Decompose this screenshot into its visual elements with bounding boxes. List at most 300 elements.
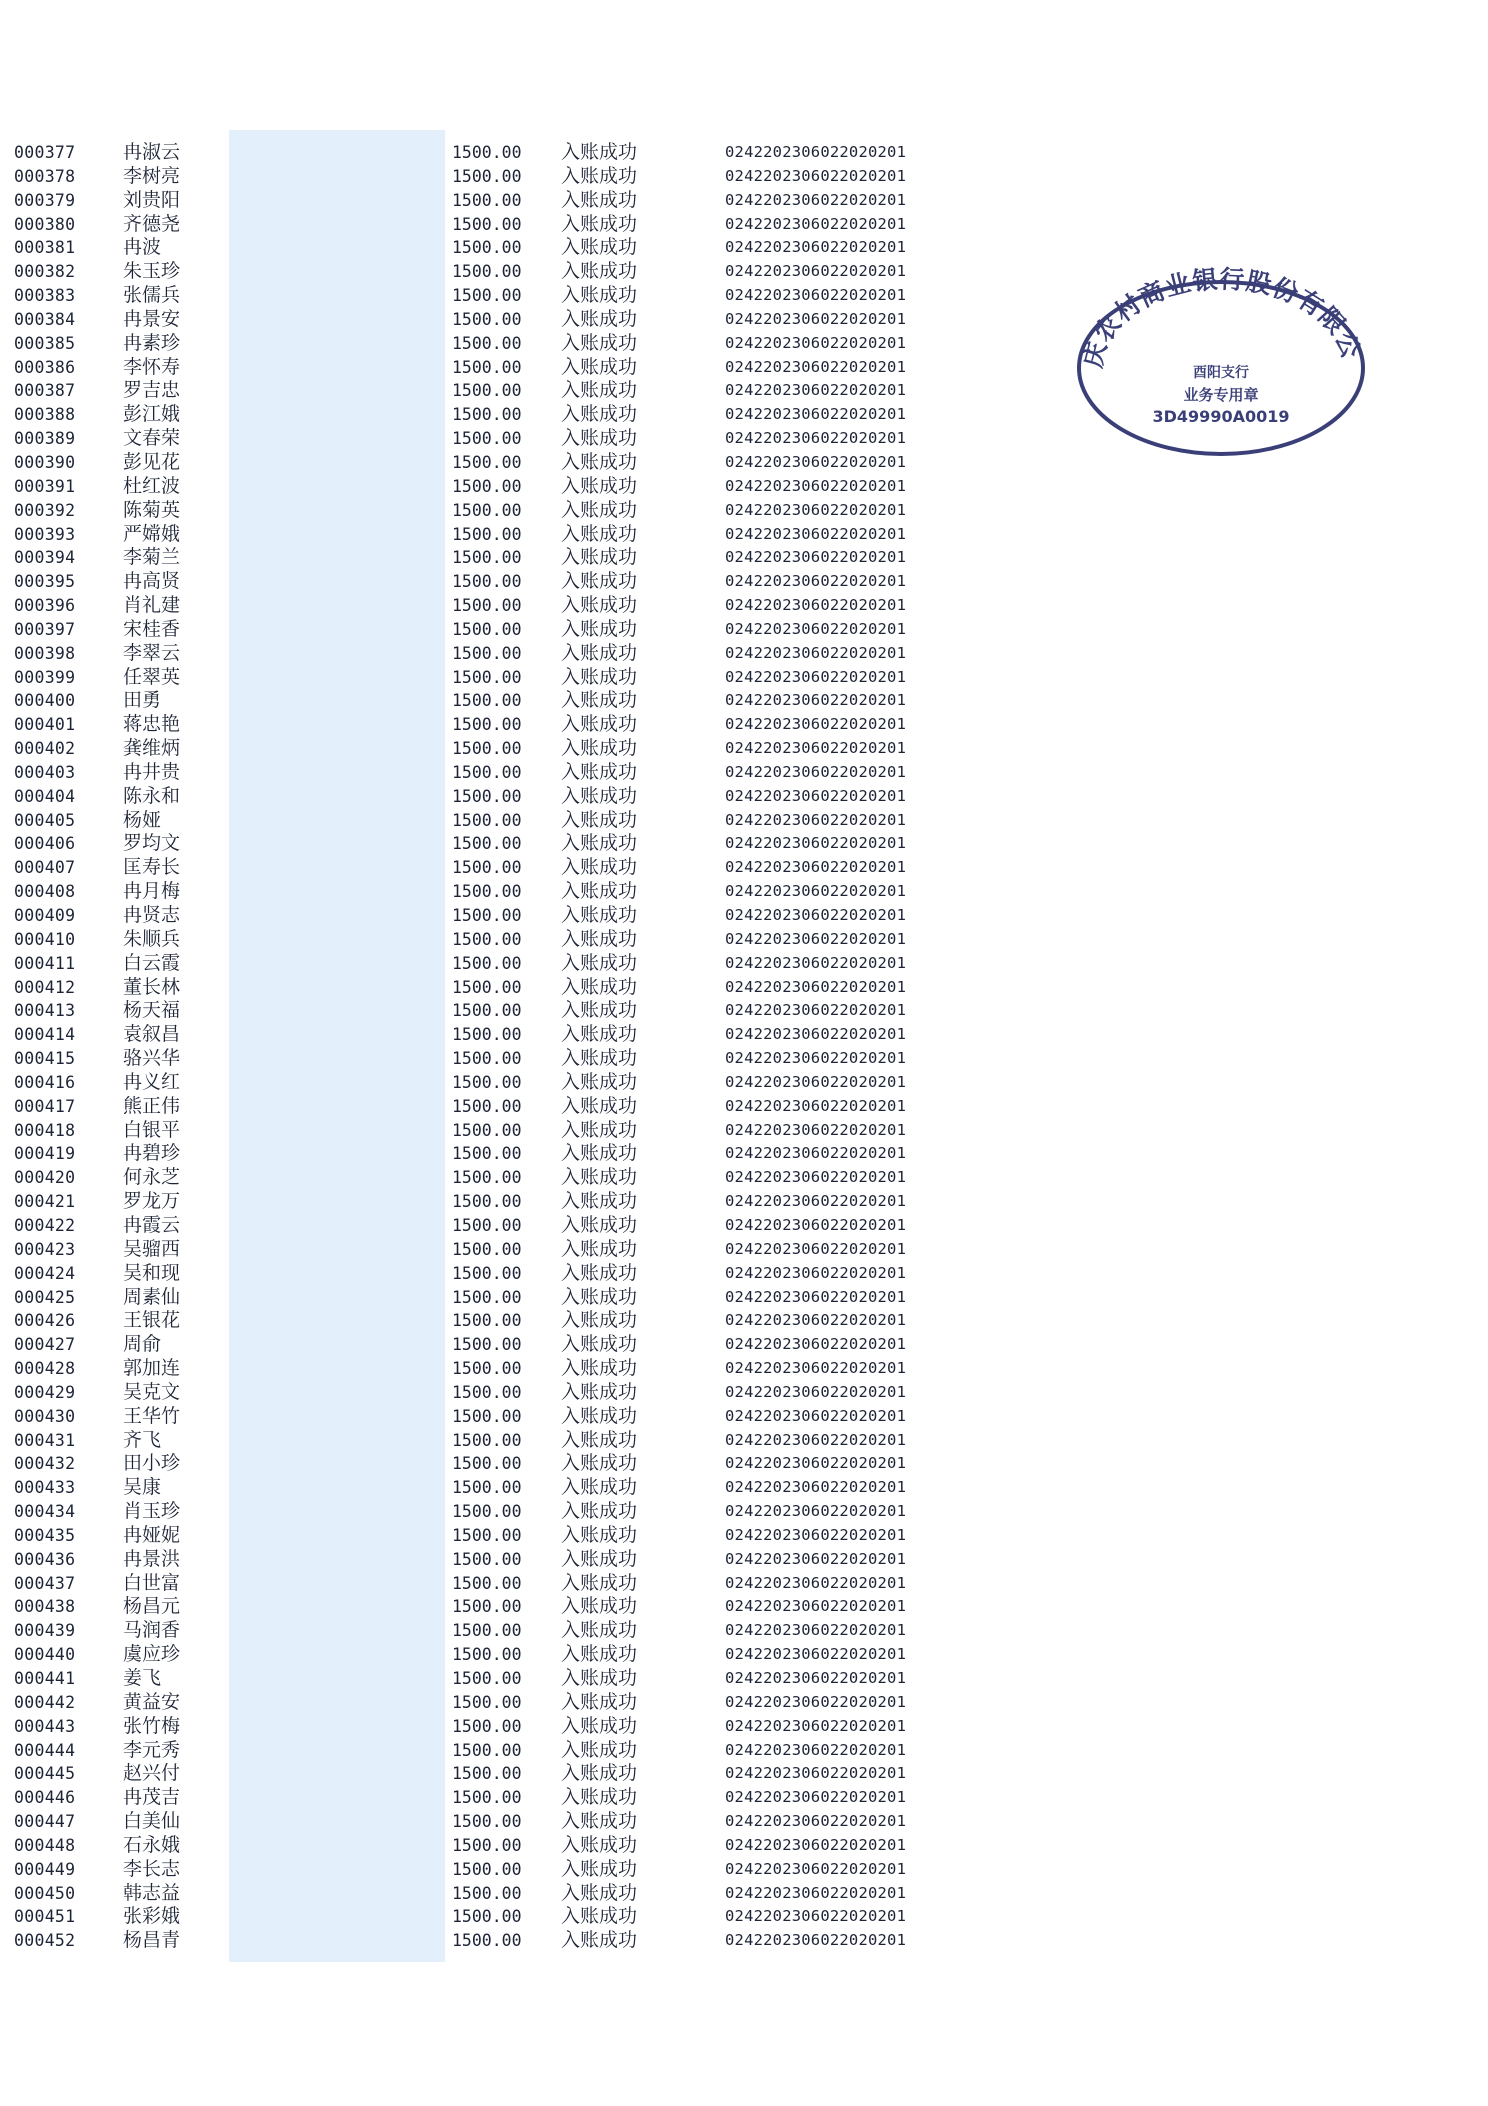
record-number: 000404	[14, 786, 76, 806]
list-item	[0, 189, 960, 213]
recipient-name: 李翠云	[123, 641, 181, 664]
transaction-ref: 0242202306022020201	[725, 906, 907, 924]
status-text: 入账成功	[561, 570, 638, 593]
transaction-ref: 0242202306022020201	[725, 1335, 907, 1354]
amount: 1500.00	[452, 1716, 522, 1736]
recipient-name: 冉茂吉	[123, 1786, 181, 1809]
status-text: 入账成功	[561, 236, 638, 259]
amount: 1500.00	[452, 1454, 522, 1474]
recipient-name: 冉淑云	[123, 141, 181, 163]
status-text: 入账成功	[561, 1118, 638, 1141]
status-text: 入账成功	[561, 1690, 638, 1713]
list-item	[0, 499, 960, 523]
list-item	[0, 236, 960, 260]
amount: 1500.00	[452, 333, 522, 353]
status-text: 入账成功	[561, 355, 638, 378]
transaction-ref: 0242202306022020201	[725, 1359, 907, 1378]
status-text: 入账成功	[561, 1547, 638, 1570]
list-item	[0, 1929, 960, 1953]
amount: 1500.00	[452, 1335, 522, 1355]
recipient-name: 罗吉忠	[123, 379, 181, 402]
status-text: 入账成功	[561, 1523, 638, 1546]
record-number: 000380	[14, 214, 76, 234]
transaction-ref: 0242202306022020201	[725, 572, 907, 591]
amount: 1500.00	[452, 262, 522, 282]
list-item	[0, 880, 960, 904]
record-number: 000408	[14, 882, 76, 902]
transaction-ref: 0242202306022020201	[725, 333, 907, 352]
seal-branch: 酉阳支行	[1193, 365, 1249, 381]
status-text: 入账成功	[561, 1261, 638, 1284]
record-number: 000430	[14, 1406, 76, 1426]
amount: 1500.00	[452, 1502, 522, 1522]
recipient-name: 杨昌青	[123, 1929, 181, 1952]
record-number: 000443	[14, 1716, 76, 1736]
amount: 1500.00	[452, 1096, 522, 1116]
record-number: 000449	[14, 1859, 76, 1879]
list-item	[0, 427, 960, 451]
list-item	[0, 689, 960, 713]
list-item	[0, 642, 960, 666]
recipient-name: 冉义红	[123, 1070, 181, 1093]
recipient-name: 董长林	[123, 975, 181, 998]
amount: 1500.00	[452, 1263, 522, 1283]
transaction-ref: 0242202306022020201	[725, 143, 907, 161]
record-number: 000403	[14, 762, 76, 782]
record-number: 000438	[14, 1597, 76, 1617]
list-item	[0, 666, 960, 690]
status-text: 入账成功	[561, 1094, 638, 1117]
recipient-name: 韩志益	[123, 1881, 181, 1904]
amount: 1500.00	[452, 762, 522, 782]
recipient-name: 冉高贤	[123, 570, 181, 593]
record-number: 000422	[14, 1215, 76, 1235]
record-number: 000416	[14, 1072, 76, 1092]
list-item	[0, 546, 960, 570]
status-text: 入账成功	[561, 951, 638, 974]
list-item	[0, 618, 960, 642]
recipient-name: 冉素珍	[123, 331, 181, 354]
record-number: 000418	[14, 1120, 76, 1140]
amount: 1500.00	[452, 381, 522, 401]
list-item	[0, 1572, 960, 1596]
transaction-ref: 0242202306022020201	[725, 381, 907, 400]
record-number: 000435	[14, 1525, 76, 1545]
amount: 1500.00	[452, 452, 522, 472]
list-item	[0, 213, 960, 237]
record-number: 000437	[14, 1573, 76, 1593]
transaction-ref: 0242202306022020201	[725, 643, 907, 662]
amount: 1500.00	[452, 1907, 522, 1927]
recipient-name: 白银平	[123, 1118, 181, 1141]
record-number: 000387	[14, 381, 76, 401]
amount: 1500.00	[452, 143, 522, 162]
status-text: 入账成功	[561, 1476, 638, 1499]
transaction-ref: 0242202306022020201	[725, 1287, 907, 1306]
list-item	[0, 260, 960, 284]
status-text: 入账成功	[561, 927, 638, 950]
transaction-ref: 0242202306022020201	[725, 262, 907, 281]
record-number: 000420	[14, 1168, 76, 1188]
recipient-name: 冉月梅	[123, 880, 181, 903]
status-text: 入账成功	[561, 188, 638, 211]
recipient-name: 张竹梅	[123, 1714, 181, 1737]
list-item	[0, 1905, 960, 1929]
seal-icon	[1062, 258, 1380, 458]
record-number: 000395	[14, 572, 76, 592]
amount: 1500.00	[452, 1120, 522, 1140]
list-item	[0, 1429, 960, 1453]
record-number: 000444	[14, 1740, 76, 1760]
amount: 1500.00	[452, 1144, 522, 1164]
transaction-ref: 0242202306022020201	[725, 1478, 907, 1497]
transaction-ref: 0242202306022020201	[725, 1502, 907, 1521]
recipient-name: 陈菊英	[123, 498, 181, 521]
amount: 1500.00	[452, 1001, 522, 1021]
transaction-ref: 0242202306022020201	[725, 1382, 907, 1401]
amount: 1500.00	[452, 1573, 522, 1593]
amount: 1500.00	[452, 1311, 522, 1331]
transaction-ref: 0242202306022020201	[725, 238, 907, 257]
record-number: 000409	[14, 906, 76, 925]
amount: 1500.00	[452, 500, 522, 520]
record-number: 000390	[14, 452, 76, 472]
transaction-ref: 0242202306022020201	[725, 1907, 907, 1926]
transaction-ref: 0242202306022020201	[725, 524, 907, 543]
transaction-ref: 0242202306022020201	[725, 882, 907, 901]
record-number: 000441	[14, 1669, 76, 1688]
amount: 1500.00	[452, 929, 522, 949]
record-number: 000394	[14, 548, 76, 568]
status-text: 入账成功	[561, 498, 638, 521]
status-text: 入账成功	[561, 284, 638, 307]
status-text: 入账成功	[561, 403, 638, 426]
list-item	[0, 1834, 960, 1858]
recipient-name: 石永娥	[123, 1833, 181, 1856]
amount: 1500.00	[452, 810, 522, 830]
transaction-ref: 0242202306022020201	[725, 715, 907, 734]
amount: 1500.00	[452, 1621, 522, 1641]
amount: 1500.00	[452, 953, 522, 973]
record-number: 000436	[14, 1549, 76, 1569]
record-number: 000426	[14, 1311, 76, 1331]
record-number: 000386	[14, 357, 76, 377]
amount: 1500.00	[452, 1406, 522, 1426]
list-item	[0, 713, 960, 737]
transaction-ref: 0242202306022020201	[725, 1192, 907, 1211]
amount: 1500.00	[452, 1597, 522, 1617]
transaction-ref: 0242202306022020201	[725, 166, 907, 185]
transaction-ref: 0242202306022020201	[725, 1716, 907, 1735]
amount: 1500.00	[452, 1740, 522, 1760]
seal-code: 3D49990A0019	[1152, 407, 1290, 426]
transaction-ref: 0242202306022020201	[725, 1168, 907, 1187]
recipient-name: 文春荣	[123, 427, 181, 450]
status-text: 入账成功	[561, 808, 638, 831]
list-item	[0, 356, 960, 380]
recipient-name: 冉贤志	[123, 904, 181, 926]
amount: 1500.00	[452, 1192, 522, 1212]
list-item	[0, 1142, 960, 1166]
list-item	[0, 1595, 960, 1619]
list-item	[0, 737, 960, 761]
transaction-ref: 0242202306022020201	[725, 858, 907, 877]
amount: 1500.00	[452, 882, 522, 902]
transaction-ref: 0242202306022020201	[725, 762, 907, 781]
recipient-name: 虞应珍	[123, 1643, 181, 1666]
recipient-name: 冉井贵	[123, 760, 181, 783]
record-number: 000447	[14, 1812, 76, 1832]
record-number: 000388	[14, 405, 76, 425]
status-text: 入账成功	[561, 904, 638, 926]
status-text: 入账成功	[561, 1595, 638, 1618]
status-text: 入账成功	[561, 1309, 638, 1332]
recipient-name: 严嫦娥	[123, 522, 181, 545]
amount: 1500.00	[452, 548, 522, 568]
list-item	[0, 523, 960, 547]
transaction-ref: 0242202306022020201	[725, 405, 907, 424]
recipient-name: 蒋忠艳	[123, 713, 181, 736]
recipient-name: 杨娅	[123, 808, 162, 831]
transaction-ref: 0242202306022020201	[725, 929, 907, 948]
recipient-name: 马润香	[123, 1619, 181, 1642]
list-item	[0, 1166, 960, 1190]
record-number: 000407	[14, 858, 76, 878]
recipient-name: 李长志	[123, 1857, 181, 1880]
recipient-name: 杨天福	[123, 999, 181, 1022]
status-text: 入账成功	[561, 379, 638, 402]
record-number: 000428	[14, 1359, 76, 1379]
status-text: 入账成功	[561, 1285, 638, 1308]
transaction-ref: 0242202306022020201	[725, 1883, 907, 1902]
status-text: 入账成功	[561, 760, 638, 783]
list-item	[0, 332, 960, 356]
transaction-ref: 0242202306022020201	[725, 1239, 907, 1258]
status-text: 入账成功	[561, 617, 638, 640]
recipient-name: 周俞	[123, 1333, 162, 1356]
status-text: 入账成功	[561, 1714, 638, 1737]
status-text: 入账成功	[561, 1571, 638, 1594]
amount: 1500.00	[452, 1835, 522, 1855]
recipient-name: 李菊兰	[123, 546, 181, 569]
amount: 1500.00	[452, 405, 522, 425]
transaction-ref: 0242202306022020201	[725, 1573, 907, 1592]
recipient-name: 吴康	[123, 1476, 162, 1499]
record-number: 000384	[14, 309, 76, 329]
list-item	[0, 832, 960, 856]
amount: 1500.00	[452, 1549, 522, 1569]
status-text: 入账成功	[561, 1237, 638, 1260]
transaction-ref: 0242202306022020201	[725, 429, 907, 448]
status-text: 入账成功	[561, 1500, 638, 1523]
record-number: 000427	[14, 1335, 76, 1355]
amount: 1500.00	[452, 286, 522, 306]
amount: 1500.00	[452, 572, 522, 592]
recipient-name: 彭江娥	[123, 403, 181, 426]
list-item	[0, 1190, 960, 1214]
list-item	[0, 1476, 960, 1500]
amount: 1500.00	[452, 1025, 522, 1045]
recipient-name: 杜红波	[123, 474, 181, 497]
recipient-name: 冉娅妮	[123, 1523, 181, 1546]
status-text: 入账成功	[561, 856, 638, 879]
transaction-ref: 0242202306022020201	[725, 691, 907, 710]
amount: 1500.00	[452, 1788, 522, 1808]
transaction-ref: 0242202306022020201	[725, 452, 907, 471]
status-text: 入账成功	[561, 1166, 638, 1189]
recipient-name: 肖玉珍	[123, 1500, 181, 1523]
transaction-ref: 0242202306022020201	[725, 1788, 907, 1807]
status-text: 入账成功	[561, 260, 638, 283]
amount: 1500.00	[452, 619, 522, 639]
transaction-ref: 0242202306022020201	[725, 1645, 907, 1664]
record-number: 000383	[14, 286, 76, 306]
status-text: 入账成功	[561, 1929, 638, 1952]
record-number: 000417	[14, 1096, 76, 1116]
transaction-ref: 0242202306022020201	[725, 309, 907, 328]
record-number: 000431	[14, 1430, 76, 1450]
transaction-ref: 0242202306022020201	[725, 357, 907, 376]
recipient-name: 刘贵阳	[123, 188, 181, 211]
recipient-name: 龚维炳	[123, 737, 181, 760]
amount: 1500.00	[452, 643, 522, 663]
status-text: 入账成功	[561, 522, 638, 545]
recipient-name: 田小珍	[123, 1452, 181, 1475]
recipient-name: 吴骝西	[123, 1237, 181, 1260]
record-number: 000392	[14, 500, 76, 520]
list-item	[0, 1095, 960, 1119]
status-text: 入账成功	[561, 713, 638, 736]
recipient-name: 冉波	[123, 236, 162, 259]
recipient-name: 白美仙	[123, 1810, 181, 1833]
recipient-name: 冉霞云	[123, 1213, 181, 1236]
list-item	[0, 1286, 960, 1310]
transaction-ref: 0242202306022020201	[725, 810, 907, 829]
transaction-ref: 0242202306022020201	[725, 1859, 907, 1878]
list-item	[0, 451, 960, 475]
status-text: 入账成功	[561, 1738, 638, 1761]
list-item	[0, 976, 960, 1000]
transaction-ref: 0242202306022020201	[725, 500, 907, 519]
transaction-ref: 0242202306022020201	[725, 548, 907, 567]
transaction-ref: 0242202306022020201	[725, 1549, 907, 1568]
recipient-name: 冉景洪	[123, 1547, 181, 1570]
status-text: 入账成功	[561, 1667, 638, 1689]
transaction-ref: 0242202306022020201	[725, 1740, 907, 1759]
transaction-ref: 0242202306022020201	[725, 596, 907, 615]
record-number: 000423	[14, 1239, 76, 1259]
recipient-name: 齐飞	[123, 1428, 162, 1451]
recipient-name: 李元秀	[123, 1738, 181, 1761]
recipient-name: 袁叙昌	[123, 1023, 181, 1046]
record-number: 000406	[14, 834, 76, 854]
status-text: 入账成功	[561, 880, 638, 903]
transaction-ref: 0242202306022020201	[725, 1812, 907, 1831]
transaction-ref: 0242202306022020201	[725, 977, 907, 996]
recipient-name: 李树亮	[123, 164, 181, 187]
amount: 1500.00	[452, 214, 522, 234]
record-number: 000382	[14, 262, 76, 282]
status-text: 入账成功	[561, 427, 638, 450]
list-item	[0, 141, 960, 165]
record-number: 000400	[14, 691, 76, 711]
record-number: 000421	[14, 1192, 76, 1212]
transaction-ref: 0242202306022020201	[725, 667, 907, 686]
status-text: 入账成功	[561, 1380, 638, 1403]
record-number: 000398	[14, 643, 76, 663]
recipient-name: 吴和现	[123, 1261, 181, 1284]
amount: 1500.00	[452, 1168, 522, 1188]
amount: 1500.00	[452, 429, 522, 449]
transaction-ref: 0242202306022020201	[725, 1025, 907, 1044]
status-text: 入账成功	[561, 1857, 638, 1880]
amount: 1500.00	[452, 1072, 522, 1092]
transaction-ref: 0242202306022020201	[725, 834, 907, 853]
record-number: 000413	[14, 1001, 76, 1021]
recipient-name: 陈永和	[123, 784, 181, 807]
transaction-ref: 0242202306022020201	[725, 1096, 907, 1115]
status-text: 入账成功	[561, 1810, 638, 1833]
status-text: 入账成功	[561, 212, 638, 235]
status-text: 入账成功	[561, 689, 638, 712]
record-number: 000439	[14, 1621, 76, 1641]
transaction-ref: 0242202306022020201	[725, 1835, 907, 1854]
list-item	[0, 1643, 960, 1667]
record-number: 000397	[14, 619, 76, 639]
transaction-ref: 0242202306022020201	[725, 1669, 907, 1687]
transaction-ref: 0242202306022020201	[725, 953, 907, 972]
status-text: 入账成功	[561, 307, 638, 330]
record-number: 000391	[14, 476, 76, 496]
list-item	[0, 308, 960, 332]
recipient-name: 周素仙	[123, 1285, 181, 1308]
recipient-name: 齐德尧	[123, 212, 181, 235]
record-number: 000378	[14, 166, 76, 186]
recipient-name: 熊正伟	[123, 1094, 181, 1117]
amount: 1500.00	[452, 1359, 522, 1379]
status-text: 入账成功	[561, 1452, 638, 1475]
list-item	[0, 1524, 960, 1548]
list-item	[0, 1548, 960, 1572]
transaction-ref: 0242202306022020201	[725, 1263, 907, 1282]
list-item	[0, 1214, 960, 1238]
recipient-name: 冉碧珍	[123, 1142, 181, 1165]
record-number: 000452	[14, 1931, 76, 1951]
record-number: 000415	[14, 1049, 76, 1069]
status-text: 入账成功	[561, 784, 638, 807]
record-number: 000446	[14, 1788, 76, 1808]
list-item	[0, 1786, 960, 1810]
recipient-name: 白云霞	[123, 951, 181, 974]
status-text: 入账成功	[561, 1047, 638, 1070]
list-item	[0, 1119, 960, 1143]
amount: 1500.00	[452, 1859, 522, 1879]
status-text: 入账成功	[561, 546, 638, 569]
status-text: 入账成功	[561, 1142, 638, 1165]
amount: 1500.00	[452, 1049, 522, 1069]
transaction-ref: 0242202306022020201	[725, 1072, 907, 1091]
list-item	[0, 809, 960, 833]
amount: 1500.00	[452, 858, 522, 878]
list-item	[0, 1381, 960, 1405]
bank-seal-stamp	[1062, 258, 1380, 458]
transaction-ref: 0242202306022020201	[725, 1454, 907, 1473]
recipient-name: 罗均文	[123, 832, 181, 855]
transaction-ref: 0242202306022020201	[725, 619, 907, 638]
transaction-ref: 0242202306022020201	[725, 1120, 907, 1139]
record-number: 000440	[14, 1645, 76, 1665]
status-text: 入账成功	[561, 737, 638, 760]
